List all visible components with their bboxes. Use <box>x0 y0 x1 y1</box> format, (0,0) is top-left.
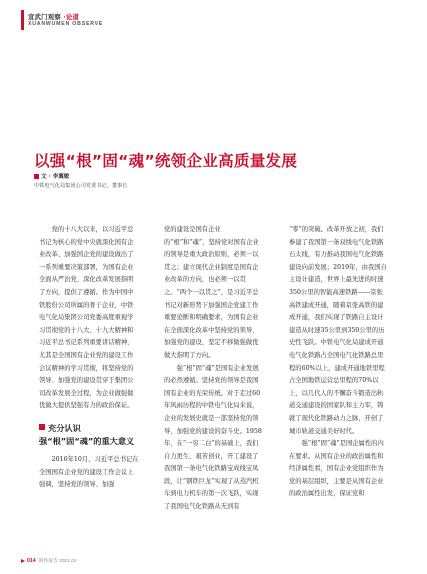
paragraph: 党的建设是国有企业的“根”和“魂”，坚持党对国有企业的领导是重大政治原则，必须一以贯之；建立现代企业制度是国有企业改革的方向，也必须一以贯之。“两个一以贯之”，是习近平总书记对新形势下加强国企党建工作重要论断和明确要求，为国有企业在全面深化改革中坚持党的领导、加强党的建设、坚定不移做强做优做大指明了方向。 <box>164 226 259 359</box>
paragraph: 强“根”固“魂”是国企属性的内在要求。从国有企业的政治属性和经济属性看，国有企业党组织作为党的基层组织，主要是从国有企业的政治属性出发，保证党和 <box>289 440 384 498</box>
header-accent-bar <box>21 10 24 30</box>
body-column-1 <box>39 224 139 492</box>
section-heading-text: 充分认识强“根”固“魂”的重大意义 <box>39 422 135 446</box>
body-column-2 <box>164 224 264 514</box>
paragraph: 强“根”固“魂”是国有企业发展的必然遵循。坚持党的领导是我国国有企业的光荣传统。对于走过60年风雨历程的中铁电气化局来说，企业的发展史就是一部坚持党的领导、加强党的建设的奋斗史。1958年，在“一穷二白”的基础上，我们自力更生、艰苦创业，开工建设了我国第一条电气化铁路宝成线宝凤段，让“钢铁巨龙”实现了从蒸汽机车到电力机车的第一次飞跃，实现了我国电气化铁路从无到有 <box>164 364 262 511</box>
page-footer <box>21 557 77 564</box>
publication-source: 钢铁报告 2021.02 <box>38 559 77 564</box>
paragraph: 2016年10月，习近平总书记在全国国有企业党的建设工作会议上强调，坚持党的领导、加强 <box>39 455 139 489</box>
author-square-icon <box>34 174 39 179</box>
triangle-icon <box>21 559 25 563</box>
section-heading <box>39 422 139 448</box>
column-prefix: 宣武门观察 · <box>28 13 66 21</box>
author-line <box>34 172 69 180</box>
column-title-en: XUANWUMEN OBSERVE <box>28 21 104 27</box>
article-title: 以强“根”固“魂”统领企业高质量发展 <box>34 152 298 170</box>
column-accent: 论道 <box>65 13 79 21</box>
author-affiliation: 中铁电气化局集团公司党委书记、董事长 <box>34 183 128 189</box>
paragraph: “零”的突破。改革开放之初，我们参建了我国第一条双线电气化铁路石太线，有力推动我国电气化铁路建设向前发展；2019年，由我国自主设计建造，世界上最先进的时速350公里的智能高速铁路——京张高铁建成开通，随着京张高铁的建成开通，我们实现了铁路自主设计建造从时速35公里到350公里的历史性飞跃。中铁电气化局建成开通电气化铁路占全国电气化铁路总里程的60%以上，建成开通地铁里程占全国地铁运营总里程的70%以上，以几代人的不懈奋斗锻造出轨道交通建设的国家队和主力军，铸就了现代化铁路动力之脉，开创了城市轨道交通美好时代。 <box>289 226 387 435</box>
column-title <box>28 12 79 21</box>
body-column-3 <box>289 224 389 501</box>
page-number: 014 <box>27 558 36 564</box>
section-bullet-icon <box>39 424 45 430</box>
paragraph: 党的十八大以来，以习近平总书记为核心的党中央就深化国有企业改革、加强国企党的建设做出了一系列重要决策部署，为国有企业全面从严治党、深化改革发展指明了方向，提供了遵循。作为中国中铁股份公司所属的骨干企业，中铁电气化局集团公司党委高度重视学习贯彻党的十八大、十九大精神和习近平总书记系列重要讲话精神，尤其是全国国有企业党的建设工作会议精神的学习贯彻，将坚持党的领导、加强党的建设贯穿于集团公司改革发展全过程，为企业做强做优做大提供坚强有力的政治保证。 <box>39 226 134 410</box>
author-name: 文 · 李翼敏 <box>41 174 70 180</box>
